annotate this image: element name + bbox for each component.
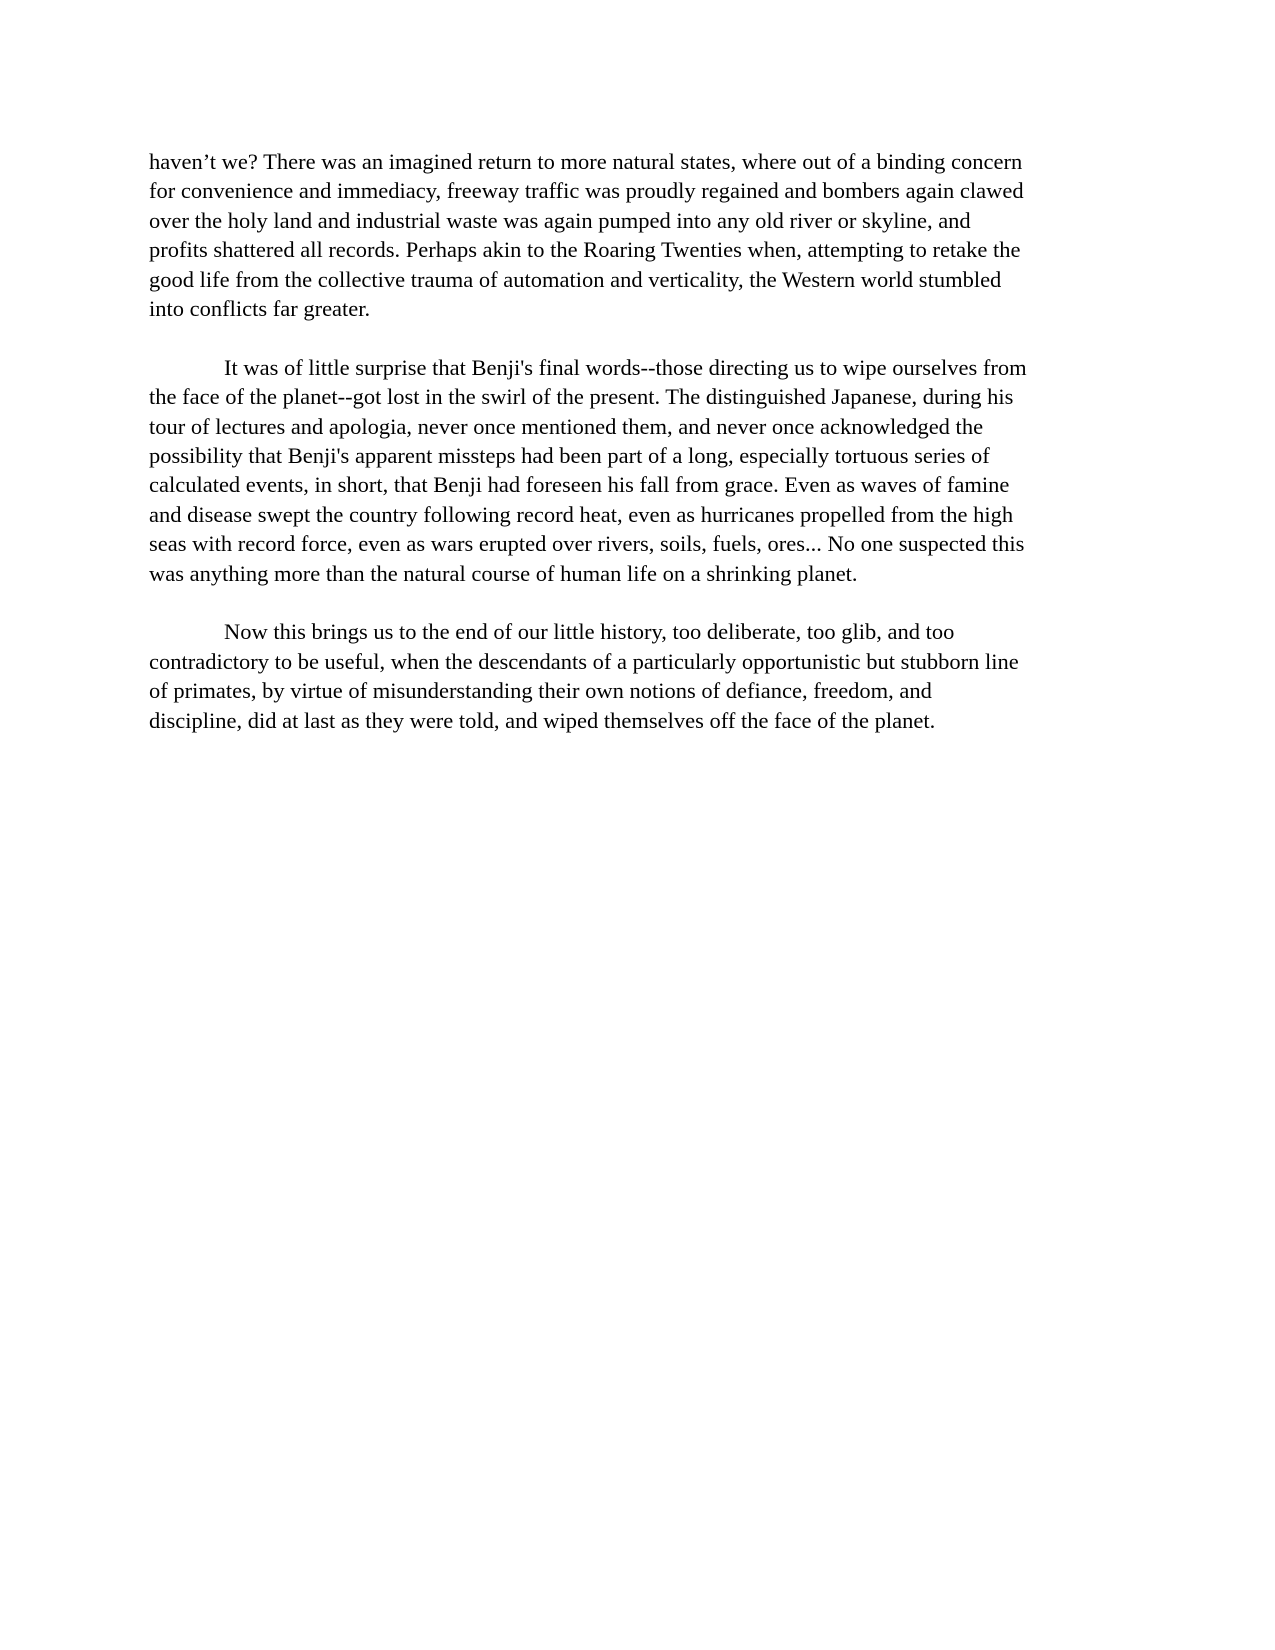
- text-line: the face of the planet--got lost in the swirl of the present. The distinguished Japanese, during his: [149, 384, 1014, 410]
- text-line: calculated events, in short, that Benji had foreseen his fall from grace. Even as waves of famine: [149, 472, 1010, 498]
- text-line: of primates, by virtue of misunderstanding their own notions of defiance, freedom, and: [149, 678, 932, 704]
- text-line: discipline, did at last as they were told, and wiped themselves off the face of the planet.: [149, 707, 936, 733]
- text-line: tour of lectures and apologia, never once mentioned them, and never once acknowledged the: [149, 413, 984, 439]
- text-line-first: [149, 353, 1129, 382]
- text-line: haven’t we? There was an imagined return to more natural states, where out of a binding concern: [149, 149, 1023, 174]
- text-line: Now this brings us to the end of our little history, too deliberate, too glib, and too: [224, 619, 955, 645]
- text-line: contradictory to be useful, when the descendants of a particularly opportunistic but stubborn line: [149, 648, 1019, 674]
- text-line: over the holy land and industrial waste was again pumped into any old river or skyline, and: [149, 207, 971, 233]
- paragraph-3: [149, 617, 1129, 735]
- paragraph-1: [149, 147, 1129, 323]
- text-line: seas with record force, even as wars erupted over rivers, soils, fuels, ores... No one suspected this: [149, 531, 1025, 557]
- text-line: good life from the collective trauma of automation and verticality, the Western world stumbled: [149, 266, 1002, 292]
- text-line: was anything more than the natural course of human life on a shrinking planet.: [149, 560, 858, 586]
- body-text: [149, 147, 1129, 764]
- text-line: and disease swept the country following record heat, even as hurricanes propelled from the high: [149, 501, 1014, 527]
- text-line-first: [149, 617, 1129, 646]
- text-line: profits shattered all records. Perhaps akin to the Roaring Twenties when, attempting to retake the: [149, 237, 1021, 263]
- paragraph-2: [149, 353, 1129, 588]
- text-line: for convenience and immediacy, freeway traffic was proudly regained and bombers again clawed: [149, 178, 1024, 204]
- text-line: into conflicts far greater.: [149, 296, 371, 322]
- text-line: It was of little surprise that Benji's final words--those directing us to wipe ourselves from: [224, 354, 1027, 380]
- text-line: possibility that Benji's apparent missteps had been part of a long, especially tortuous series of: [149, 443, 990, 469]
